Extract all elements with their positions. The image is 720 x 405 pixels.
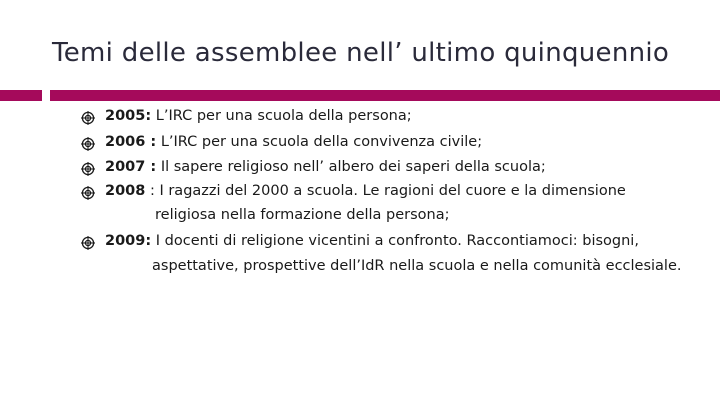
item-year: 2005: xyxy=(105,108,152,124)
item-text: L’IRC per una scuola della convivenza civile; xyxy=(160,134,483,150)
item-year: 2009: xyxy=(105,233,152,249)
target-bullet-icon xyxy=(81,137,95,151)
item-text: : I ragazzi del 2000 a scuola. Le ragioni del cuore e la dimensione xyxy=(149,183,626,199)
item-continuation: religiosa nella formazione della persona; xyxy=(155,207,450,223)
target-bullet-icon xyxy=(81,236,95,250)
target-bullet-icon xyxy=(81,162,95,176)
item-year: 2007 : xyxy=(105,159,157,175)
item-year: 2008 xyxy=(105,183,146,199)
target-bullet-icon xyxy=(81,186,95,200)
item-continuation: aspettative, prospettive dell’IdR nella scuola e nella comunità ecclesiale. xyxy=(152,258,682,274)
item-year: 2006 : xyxy=(105,134,157,150)
slide-title: Temi delle assemblee nell’ ultimo quinquennio xyxy=(52,38,670,68)
target-bullet-icon xyxy=(81,111,95,125)
item-text: Il sapere religioso nell’ albero dei saperi della scuola; xyxy=(160,159,546,175)
item-text: I docenti di religione vicentini a confronto. Raccontiamoci: bisogni, xyxy=(155,233,639,249)
item-text: L’IRC per una scuola della persona; xyxy=(155,108,412,124)
